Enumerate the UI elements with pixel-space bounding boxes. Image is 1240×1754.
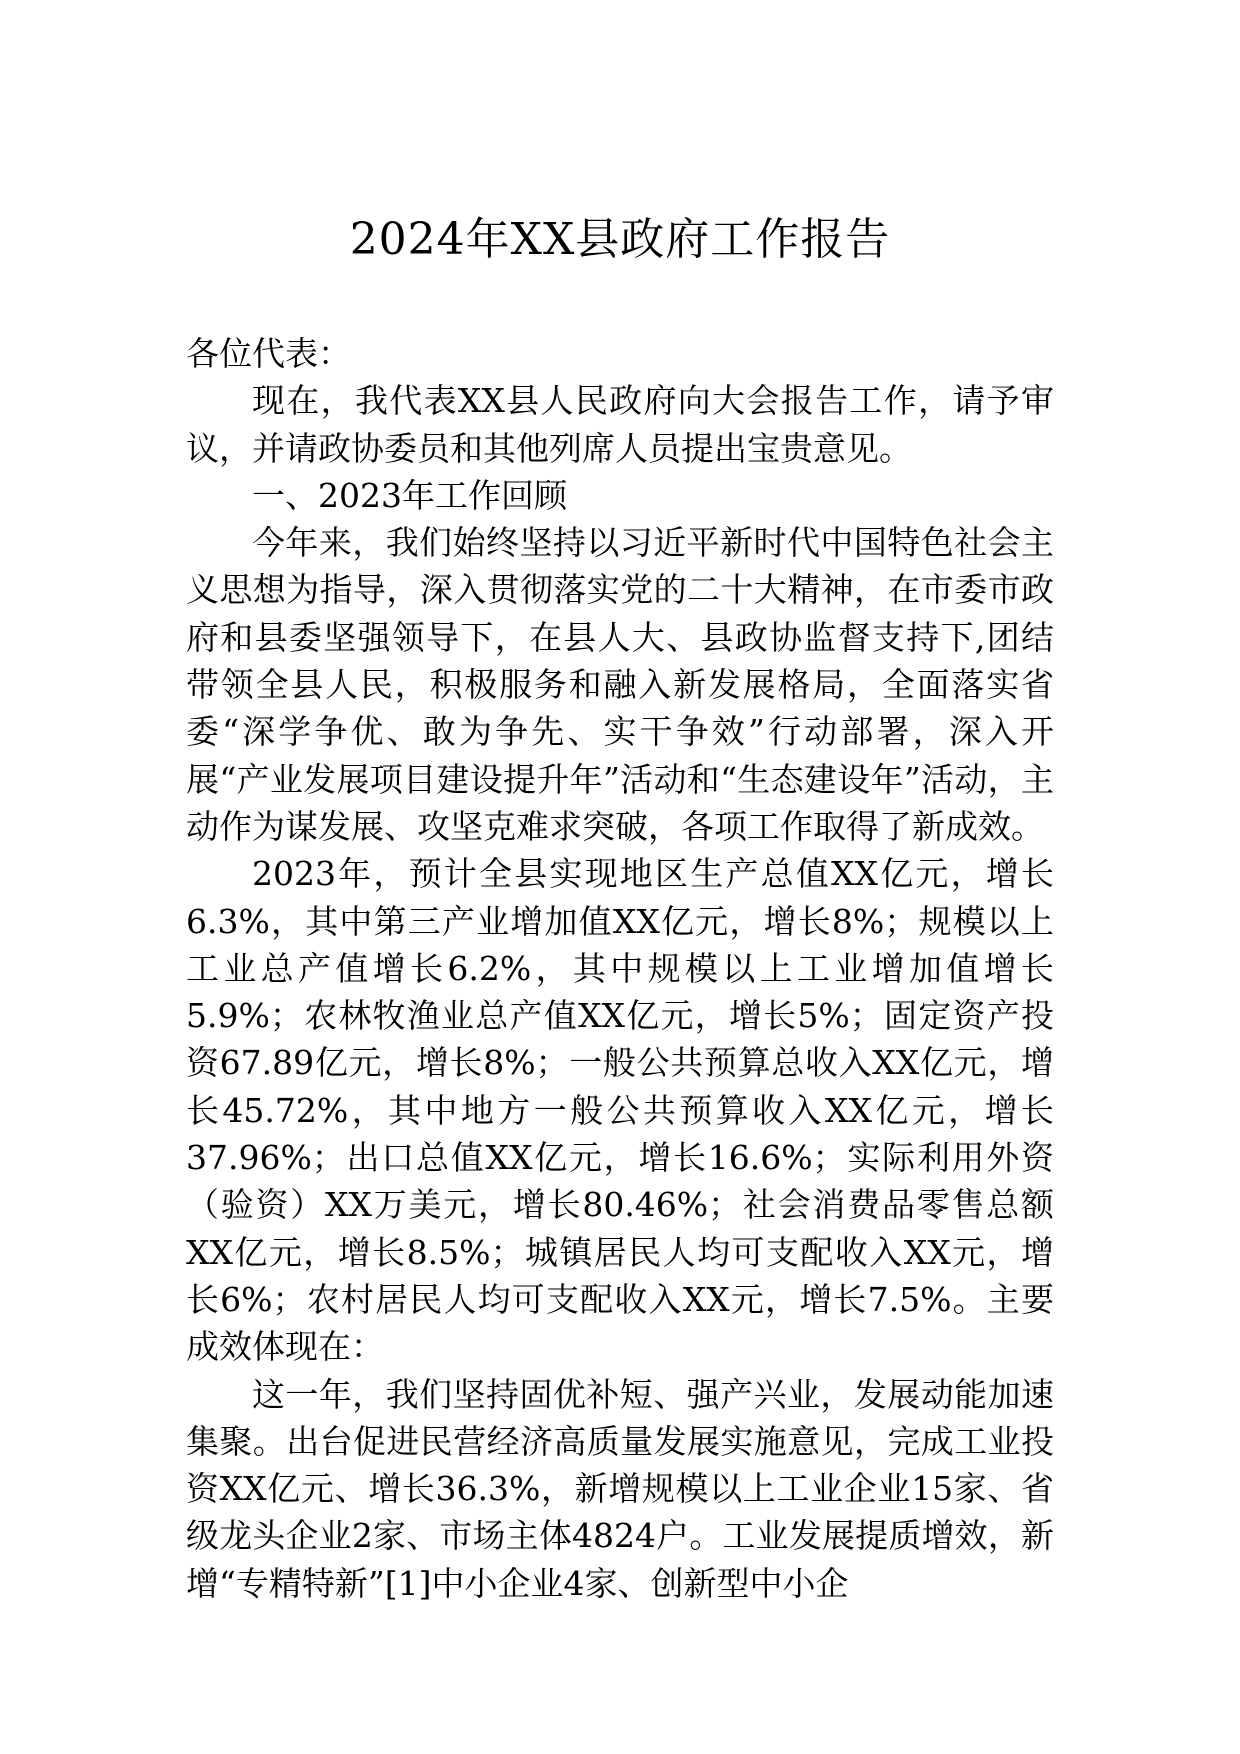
paragraph-intro: 现在，我代表XX县人民政府向大会报告工作，请予审议，并请政协委员和其他列席人员提出宝贵意见。 (186, 381, 1054, 468)
document-body (186, 330, 1054, 1607)
salutation: 各位代表： (186, 334, 351, 373)
document-title: 2024年XX县政府工作报告 (349, 214, 891, 265)
paragraph-statistics: 2023年，预计全县实现地区生产总值XX亿元，增长6.3%，其中第三产业增加值XX亿元，增长8%；规模以上工业总产值增长6.2%，其中规模以上工业增加值增长5.9%；农林牧渔业总产值XX亿元，增长5%；固定资产投资67.89亿元，增长8%；一般公共预算总收入XX亿元，增长45.72%，其中地方一般公共预算收入XX亿元，增长37.96%；出口总值XX亿元，增长16.6%；实际利用外资（验资）XX万美元，增长80.46%；社会消费品零售总额XX亿元，增长8.5%；城镇居民人均可支配收入XX元，增长6%；农村居民人均可支配收入XX元，增长7.5%。主要成效体现在： (186, 854, 1054, 1367)
paragraph-overview: 今年来，我们始终坚持以习近平新时代中国特色社会主义思想为指导，深入贯彻落实党的二十大精神，在市委市政府和县委坚强领导下，在县人大、县政协监督支持下,团结带领全县人民，积极服务和融入新发展格局，全面落实省委“深学争优、敢为争先、实干争效”行动部署，深入开展“产业发展项目建设提升年”活动和“生态建设年”活动，主动作为谋发展、攻坚克难求突破，各项工作取得了新成效。 (186, 523, 1054, 846)
section-heading: 一、2023年工作回顾 (252, 475, 567, 515)
paragraph-achievements: 这一年，我们坚持固优补短、强产兴业，发展动能加速集聚。出台促进民营经济高质量发展实施意见，完成工业投资XX亿元、增长36.3%，新增规模以上工业企业15家、省级龙头企业2家、市场主体4824户。工业发展提质增效，新增“专精特新”[1]中小企业4家、创新型中小企 (186, 1374, 1054, 1603)
